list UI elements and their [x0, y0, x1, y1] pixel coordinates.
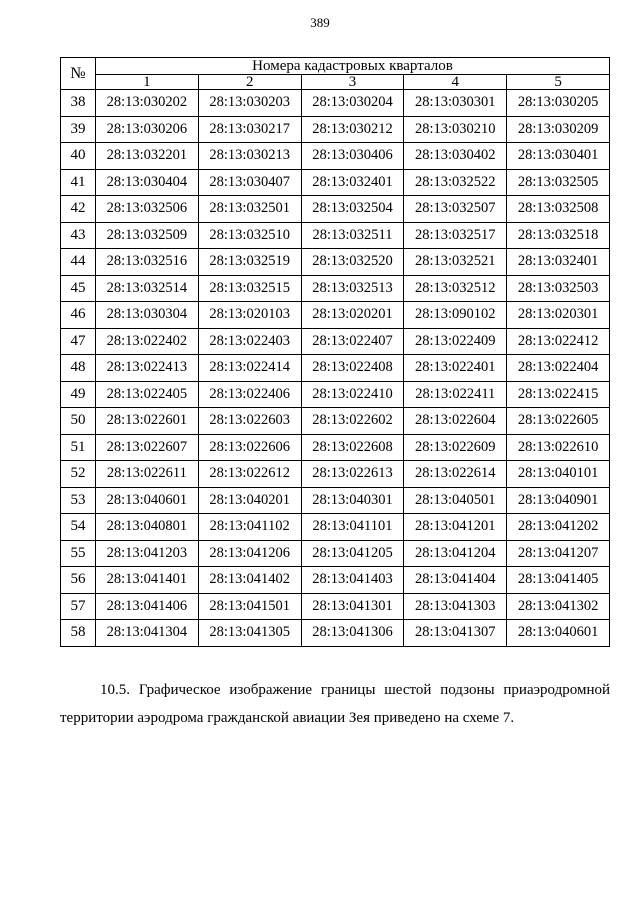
page-number: 389: [310, 15, 330, 30]
row-number-header: №: [61, 58, 96, 90]
table-row: [61, 620, 610, 647]
cadastral-number-cell: 28:13:032520: [301, 249, 404, 276]
group-header: Номера кадастровых кварталов: [96, 58, 610, 75]
cadastral-number-cell: 28:13:040601: [96, 487, 199, 514]
row-number: 40: [61, 143, 96, 170]
row-number: 54: [61, 514, 96, 541]
row-number: 49: [61, 381, 96, 408]
table-row: [61, 434, 610, 461]
cadastral-number-cell: 28:13:041205: [301, 540, 404, 567]
row-number: 58: [61, 620, 96, 647]
cadastral-number-cell: 28:13:022607: [96, 434, 199, 461]
cadastral-number-cell: 28:13:041101: [301, 514, 404, 541]
cadastral-number-cell: 28:13:032513: [301, 275, 404, 302]
cadastral-quarters-table: [60, 57, 610, 647]
cadastral-number-cell: 28:13:022601: [96, 408, 199, 435]
cadastral-number-cell: 28:13:022410: [301, 381, 404, 408]
row-number: 52: [61, 461, 96, 488]
cadastral-number-cell: 28:13:020301: [507, 302, 610, 329]
cadastral-number-cell: 28:13:022603: [198, 408, 301, 435]
cadastral-number-cell: 28:13:032509: [96, 222, 199, 249]
cadastral-number-cell: 28:13:041206: [198, 540, 301, 567]
cadastral-number-cell: 28:13:030406: [301, 143, 404, 170]
cadastral-number-cell: 28:13:022612: [198, 461, 301, 488]
cadastral-number-cell: 28:13:032401: [301, 169, 404, 196]
cadastral-number-cell: 28:13:022413: [96, 355, 199, 382]
cadastral-number-cell: 28:13:032504: [301, 196, 404, 223]
row-number: 38: [61, 90, 96, 117]
cadastral-number-cell: 28:13:032516: [96, 249, 199, 276]
cadastral-number-cell: 28:13:041402: [198, 567, 301, 594]
column-numbers-row: [61, 75, 610, 90]
cadastral-number-cell: 28:13:032508: [507, 196, 610, 223]
row-number: 44: [61, 249, 96, 276]
column-header-1: 1: [96, 75, 199, 90]
table-header: [61, 58, 610, 90]
cadastral-number-cell: 28:13:032201: [96, 143, 199, 170]
row-number: 41: [61, 169, 96, 196]
cadastral-number-cell: 28:13:022406: [198, 381, 301, 408]
table-row: [61, 275, 610, 302]
cadastral-number-cell: 28:13:041303: [404, 593, 507, 620]
cadastral-number-cell: 28:13:040601: [507, 620, 610, 647]
row-number: 47: [61, 328, 96, 355]
cadastral-number-cell: 28:13:022614: [404, 461, 507, 488]
table-row: [61, 222, 610, 249]
cadastral-number-cell: 28:13:032501: [198, 196, 301, 223]
cadastral-number-cell: 28:13:030402: [404, 143, 507, 170]
cadastral-number-cell: 28:13:030206: [96, 116, 199, 143]
table-row: [61, 143, 610, 170]
cadastral-number-cell: 28:13:022415: [507, 381, 610, 408]
cadastral-number-cell: 28:13:022414: [198, 355, 301, 382]
row-number: 42: [61, 196, 96, 223]
cadastral-number-cell: 28:13:032510: [198, 222, 301, 249]
table-row: [61, 328, 610, 355]
cadastral-number-cell: 28:13:032505: [507, 169, 610, 196]
cadastral-number-cell: 28:13:022412: [507, 328, 610, 355]
cadastral-number-cell: 28:13:040301: [301, 487, 404, 514]
row-number: 56: [61, 567, 96, 594]
cadastral-number-cell: 28:13:022411: [404, 381, 507, 408]
table-row: [61, 567, 610, 594]
cadastral-number-cell: 28:13:022608: [301, 434, 404, 461]
cadastral-number-cell: 28:13:022604: [404, 408, 507, 435]
cadastral-number-cell: 28:13:040901: [507, 487, 610, 514]
table-row: [61, 355, 610, 382]
cadastral-number-cell: 28:13:022602: [301, 408, 404, 435]
cadastral-number-cell: 28:13:022409: [404, 328, 507, 355]
cadastral-number-cell: 28:13:022404: [507, 355, 610, 382]
row-number: 53: [61, 487, 96, 514]
cadastral-number-cell: 28:13:030401: [507, 143, 610, 170]
cadastral-number-cell: 28:13:041401: [96, 567, 199, 594]
table-row: [61, 90, 610, 117]
cadastral-number-cell: 28:13:040101: [507, 461, 610, 488]
row-number: 43: [61, 222, 96, 249]
column-header-3: 3: [301, 75, 404, 90]
cadastral-number-cell: 28:13:030212: [301, 116, 404, 143]
table-row: [61, 540, 610, 567]
cadastral-number-cell: 28:13:020201: [301, 302, 404, 329]
cadastral-number-cell: 28:13:040201: [198, 487, 301, 514]
cadastral-number-cell: 28:13:041301: [301, 593, 404, 620]
cadastral-number-cell: 28:13:032515: [198, 275, 301, 302]
cadastral-number-cell: 28:13:041203: [96, 540, 199, 567]
cadastral-number-cell: 28:13:022408: [301, 355, 404, 382]
table-row: [61, 593, 610, 620]
cadastral-number-cell: 28:13:090102: [404, 302, 507, 329]
cadastral-number-cell: 28:13:030217: [198, 116, 301, 143]
cadastral-number-cell: 28:13:030404: [96, 169, 199, 196]
table-row: [61, 249, 610, 276]
row-number: 51: [61, 434, 96, 461]
cadastral-number-cell: 28:13:041304: [96, 620, 199, 647]
cadastral-number-cell: 28:13:040801: [96, 514, 199, 541]
cadastral-number-cell: 28:13:022403: [198, 328, 301, 355]
cadastral-number-cell: 28:13:032514: [96, 275, 199, 302]
table-row: [61, 408, 610, 435]
cadastral-number-cell: 28:13:030209: [507, 116, 610, 143]
cadastral-number-cell: 28:13:032401: [507, 249, 610, 276]
table-body: [61, 90, 610, 647]
cadastral-number-cell: 28:13:041302: [507, 593, 610, 620]
row-number: 50: [61, 408, 96, 435]
cadastral-number-cell: 28:13:022402: [96, 328, 199, 355]
cadastral-number-cell: 28:13:030204: [301, 90, 404, 117]
cadastral-number-cell: 28:13:032503: [507, 275, 610, 302]
cadastral-number-cell: 28:13:032517: [404, 222, 507, 249]
cadastral-number-cell: 28:13:032512: [404, 275, 507, 302]
cadastral-number-cell: 28:13:041307: [404, 620, 507, 647]
cadastral-number-cell: 28:13:030203: [198, 90, 301, 117]
cadastral-number-cell: 28:13:041403: [301, 567, 404, 594]
table-row: [61, 461, 610, 488]
cadastral-number-cell: 28:13:022605: [507, 408, 610, 435]
table-row: [61, 514, 610, 541]
cadastral-number-cell: 28:13:022401: [404, 355, 507, 382]
cadastral-number-cell: 28:13:041102: [198, 514, 301, 541]
cadastral-number-cell: 28:13:041207: [507, 540, 610, 567]
column-header-5: 5: [507, 75, 610, 90]
row-number: 57: [61, 593, 96, 620]
cadastral-number-cell: 28:13:022407: [301, 328, 404, 355]
cadastral-number-cell: 28:13:032522: [404, 169, 507, 196]
cadastral-number-cell: 28:13:020103: [198, 302, 301, 329]
cadastral-number-cell: 28:13:041201: [404, 514, 507, 541]
row-number: 55: [61, 540, 96, 567]
cadastral-number-cell: 28:13:041202: [507, 514, 610, 541]
cadastral-number-cell: 28:13:030210: [404, 116, 507, 143]
cadastral-number-cell: 28:13:030213: [198, 143, 301, 170]
cadastral-number-cell: 28:13:030407: [198, 169, 301, 196]
row-number: 48: [61, 355, 96, 382]
cadastral-number-cell: 28:13:032518: [507, 222, 610, 249]
cadastral-number-cell: 28:13:041501: [198, 593, 301, 620]
column-header-4: 4: [404, 75, 507, 90]
cadastral-number-cell: 28:13:041405: [507, 567, 610, 594]
table-header-row: [61, 58, 610, 75]
row-number: 39: [61, 116, 96, 143]
cadastral-number-cell: 28:13:022609: [404, 434, 507, 461]
cadastral-number-cell: 28:13:030304: [96, 302, 199, 329]
table-row: [61, 381, 610, 408]
table-row: [61, 116, 610, 143]
cadastral-number-cell: 28:13:041305: [198, 620, 301, 647]
row-number: 45: [61, 275, 96, 302]
table-row: [61, 487, 610, 514]
cadastral-number-cell: 28:13:022613: [301, 461, 404, 488]
cadastral-number-cell: 28:13:041406: [96, 593, 199, 620]
cadastral-number-cell: 28:13:041204: [404, 540, 507, 567]
table-row: [61, 196, 610, 223]
cadastral-number-cell: 28:13:022405: [96, 381, 199, 408]
cadastral-number-cell: 28:13:022611: [96, 461, 199, 488]
cadastral-number-cell: 28:13:032506: [96, 196, 199, 223]
cadastral-number-cell: 28:13:032521: [404, 249, 507, 276]
cadastral-number-cell: 28:13:030301: [404, 90, 507, 117]
paragraph-10-5: 10.5. Графическое изображение границы шестой подзоны приаэродромной территории аэродрома гражданской авиации Зея приведено на схеме 7.: [60, 682, 610, 726]
cadastral-number-cell: 28:13:032519: [198, 249, 301, 276]
cadastral-number-cell: 28:13:041306: [301, 620, 404, 647]
table-row: [61, 169, 610, 196]
cadastral-number-cell: 28:13:030205: [507, 90, 610, 117]
row-number: 46: [61, 302, 96, 329]
cadastral-number-cell: 28:13:032511: [301, 222, 404, 249]
column-header-2: 2: [198, 75, 301, 90]
cadastral-number-cell: 28:13:040501: [404, 487, 507, 514]
cadastral-number-cell: 28:13:022610: [507, 434, 610, 461]
cadastral-number-cell: 28:13:032507: [404, 196, 507, 223]
cadastral-number-cell: 28:13:022606: [198, 434, 301, 461]
cadastral-number-cell: 28:13:030202: [96, 90, 199, 117]
cadastral-number-cell: 28:13:041404: [404, 567, 507, 594]
table-row: [61, 302, 610, 329]
